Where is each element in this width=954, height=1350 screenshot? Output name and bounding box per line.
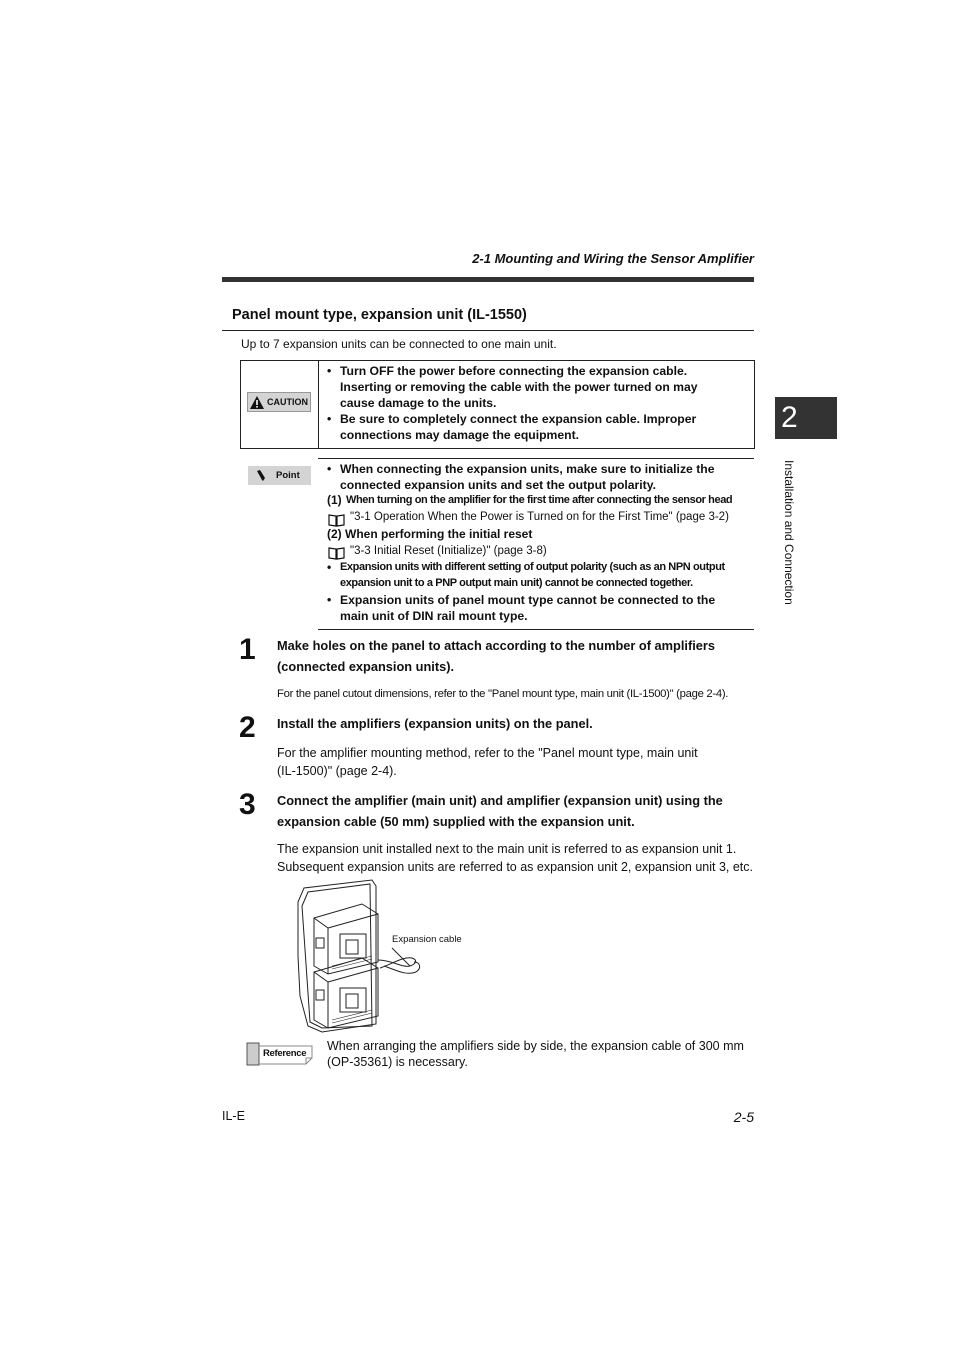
section-rule [222, 330, 754, 331]
book-icon [328, 513, 345, 527]
caution-badge [247, 392, 311, 412]
pencil-icon [256, 470, 266, 482]
caution-divider [318, 360, 319, 449]
header-rule [222, 277, 754, 282]
reference-text: (OP-35361) is necessary. [327, 1055, 468, 1069]
page-reference: "3-3 Initial Reset (Initialize)" (page 3-8) [350, 545, 547, 557]
point-badge [248, 466, 311, 485]
step-number: 1 [239, 633, 256, 666]
point-line: Expansion units with different setting of output polarity (such as an NPN output [340, 561, 725, 573]
point-line: main unit of DIN rail mount type. [340, 609, 528, 623]
caution-line: connections may damage the equipment. [340, 428, 580, 442]
point-label: Point [276, 470, 300, 481]
caution-line: cause damage to the units. [340, 396, 497, 410]
step-body: Subsequent expansion units are referred to as expansion unit 2, expansion unit 3, etc. [277, 860, 754, 874]
point-line: connected expansion units and set the output polarity. [340, 478, 656, 492]
step-body: For the amplifier mounting method, refer to the "Panel mount type, main unit [277, 746, 698, 760]
bullet-dot: • [327, 560, 332, 574]
page-reference: "3-1 Operation When the Power is Turned on for the First Time" (page 3-2) [350, 511, 729, 523]
step-heading: (connected expansion units). [277, 659, 455, 674]
section-title: Panel mount type, expansion unit (IL-1550) [232, 307, 527, 323]
caution-line: Be sure to completely connect the expansion cable. Improper [340, 412, 697, 426]
figure-callout: Expansion cable [392, 934, 462, 945]
step-heading: Install the amplifiers (expansion units) on the panel. [277, 716, 593, 731]
point-item-text: When turning on the amplifier for the first time after connecting the sensor head [346, 494, 733, 506]
step-number: 3 [239, 788, 256, 821]
bullet-dot: • [327, 364, 332, 378]
step-body: (IL-1500)" (page 2-4). [277, 764, 397, 778]
caution-line: Turn OFF the power before connecting the expansion cable. [340, 364, 688, 378]
chapter-tab: 2 [775, 397, 837, 439]
caution-line: Inserting or removing the cable with the power turned on may [340, 380, 698, 394]
expansion-cable-illustration [292, 876, 482, 1036]
step-body: For the panel cutout dimensions, refer to the "Panel mount type, main unit (IL-1500)" (page 2-4). [277, 688, 729, 700]
step-heading: Make holes on the panel to attach according to the number of amplifiers [277, 638, 716, 653]
bullet-dot: • [327, 412, 332, 426]
bullet-dot: • [327, 593, 332, 607]
step-heading: Connect the amplifier (main unit) and amplifier (expansion unit) using the [277, 793, 723, 808]
point-line: expansion unit to a PNP output main unit) cannot be connected together. [340, 577, 693, 589]
warning-icon [250, 396, 264, 409]
running-header: 2-1 Mounting and Wiring the Sensor Amplifier [472, 251, 754, 266]
point-rule-top [318, 458, 754, 459]
reference-text: When arranging the amplifiers side by side, the expansion cable of 300 mm [327, 1039, 744, 1053]
point-line: Expansion units of panel mount type cannot be connected to the [340, 593, 716, 607]
point-item-number: (1) [327, 493, 342, 507]
point-line: When connecting the expansion units, make sure to initialize the [340, 462, 715, 476]
point-rule-bottom [318, 629, 754, 630]
chapter-label: Installation and Connection [782, 460, 796, 605]
step-heading: expansion cable (50 mm) supplied with the expansion unit. [277, 814, 635, 829]
step-number: 2 [239, 711, 256, 744]
reference-label: Reference [263, 1048, 307, 1059]
book-icon [328, 546, 345, 560]
caution-label: CAUTION [267, 397, 308, 407]
point-item: (2) When performing the initial reset [327, 527, 533, 541]
bullet-dot: • [327, 462, 332, 476]
footer-manual-id: IL-E [222, 1109, 245, 1123]
step-body: The expansion unit installed next to the main unit is referred to as expansion unit 1. [277, 842, 737, 856]
page-number: 2-5 [733, 1109, 754, 1125]
intro-text: Up to 7 expansion units can be connected to one main unit. [241, 337, 557, 351]
